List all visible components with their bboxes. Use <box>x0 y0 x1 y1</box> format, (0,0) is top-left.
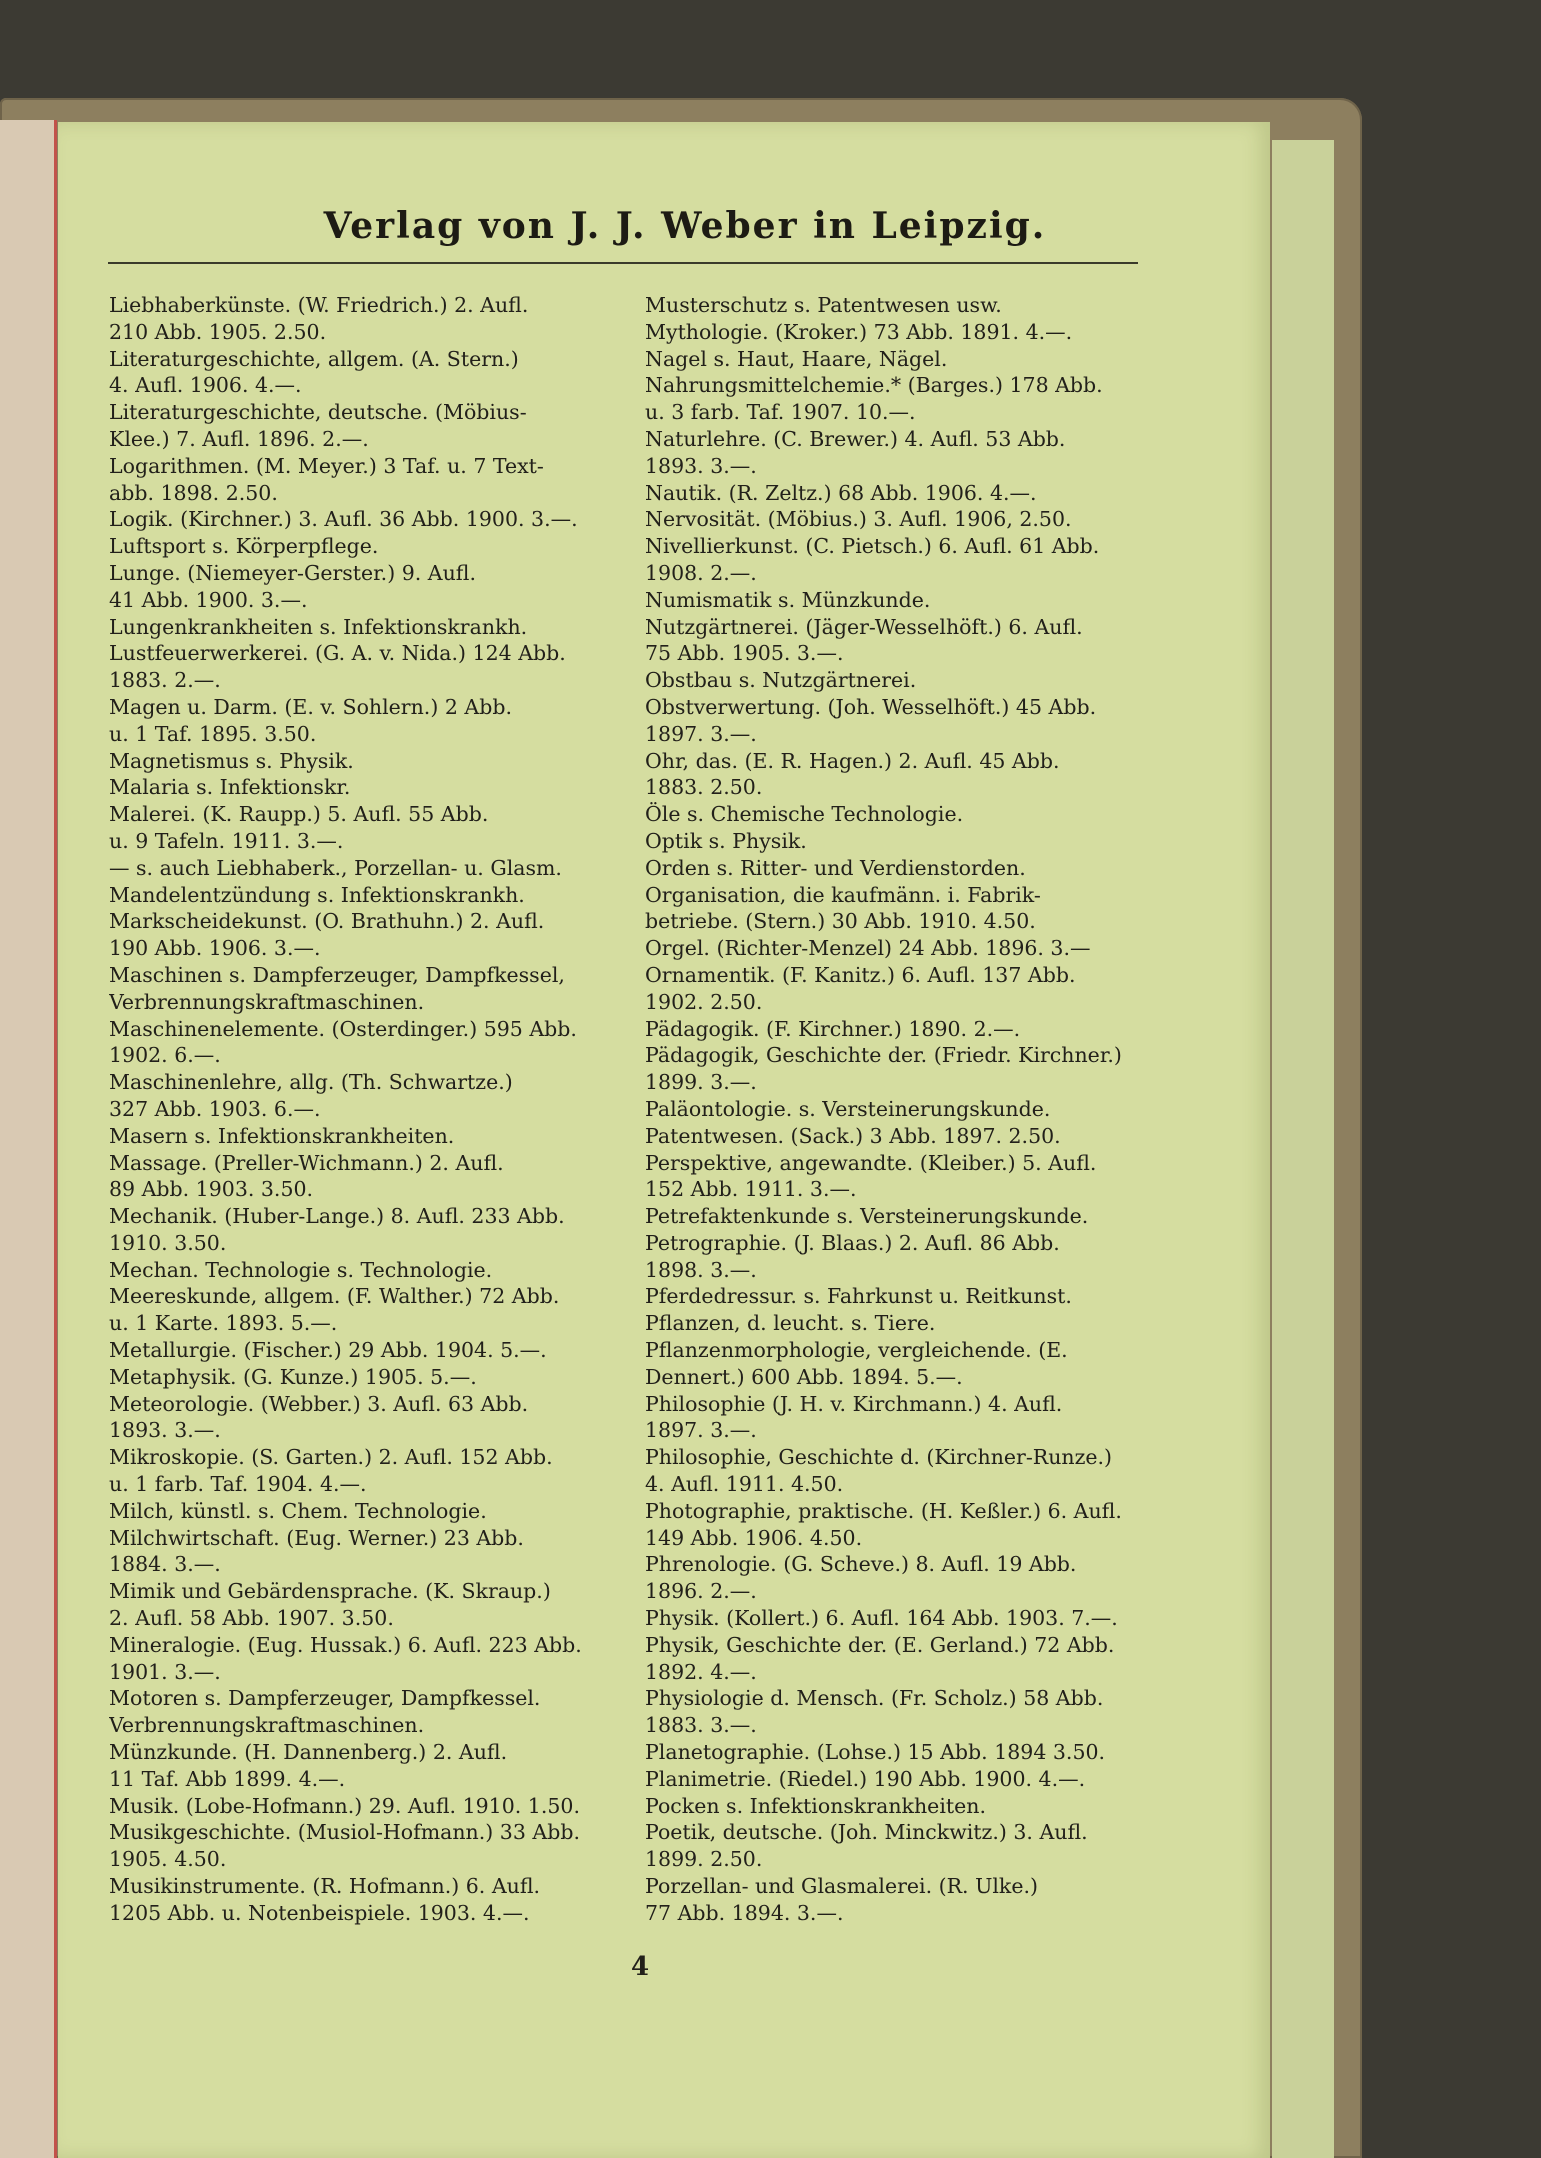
catalog-line: 4. Aufl. 1906. 4.—. <box>109 373 302 398</box>
catalog-line: Planimetrie. (Riedel.) 190 Abb. 1900. 4.—. <box>645 1766 1086 1791</box>
catalog-line: Lungenkrankheiten s. Infektionskrankh. <box>109 614 528 639</box>
catalog-line: Milchwirtschaft. (Eug. Werner.) 23 Abb. <box>109 1525 524 1550</box>
catalog-line: Phrenologie. (G. Scheve.) 8. Aufl. 19 Abb. <box>645 1552 1077 1577</box>
catalog-line: Pocken s. Infektionskrankheiten. <box>645 1793 986 1818</box>
catalog-line: Lustfeuerwerkerei. (G. A. v. Nida.) 124 Abb. <box>109 641 566 666</box>
catalog-line: u. 3 farb. Taf. 1907. 10.—. <box>645 400 916 425</box>
catalog-line: Nagel s. Haut, Haare, Nägel. <box>645 346 948 371</box>
catalog-line: 1883. 3.—. <box>645 1713 757 1738</box>
catalog-line: Nautik. (R. Zeltz.) 68 Abb. 1906. 4.—. <box>645 480 1037 505</box>
catalog-line: Musikgeschichte. (Musiol-Hofmann.) 33 Abb. <box>109 1820 580 1845</box>
catalog-line: 1908. 2.—. <box>645 560 757 585</box>
catalog-line: Mechanik. (Huber-Lange.) 8. Aufl. 233 Abb. <box>109 1204 565 1229</box>
catalog-line: Patentwesen. (Sack.) 3 Abb. 1897. 2.50. <box>645 1123 1061 1148</box>
catalog-line: 75 Abb. 1905. 3.—. <box>645 641 844 666</box>
right-column <box>645 292 1150 1927</box>
catalog-line: Maschinenlehre, allg. (Th. Schwartze.) <box>109 1070 513 1095</box>
catalog-line: 89 Abb. 1903. 3.50. <box>109 1177 314 1202</box>
left-column <box>109 292 614 1927</box>
page-stack-edge <box>1272 140 1334 2158</box>
catalog-line: Malaria s. Infektionskr. <box>109 775 351 800</box>
catalog-line: Obstbau s. Nutzgärtnerei. <box>645 668 917 693</box>
catalog-line: 210 Abb. 1905. 2.50. <box>109 319 327 344</box>
catalog-line: Petrographie. (J. Blaas.) 2. Aufl. 86 Abb. <box>645 1230 1060 1255</box>
catalog-line: Nutzgärtnerei. (Jäger-Wesselhöft.) 6. Aufl. <box>645 614 1083 639</box>
catalog-line: Masern s. Infektionskrankheiten. <box>109 1123 455 1148</box>
catalog-line: Milch, künstl. s. Chem. Technologie. <box>109 1498 487 1523</box>
catalog-line: 190 Abb. 1906. 3.—. <box>109 936 321 961</box>
catalog-line: Planetographie. (Lohse.) 15 Abb. 1894 3.50. <box>645 1740 1106 1765</box>
catalog-line: 41 Abb. 1900. 3.—. <box>109 587 308 612</box>
catalog-line: Nervosität. (Möbius.) 3. Aufl. 1906, 2.50. <box>645 507 1072 532</box>
page-number: 4 <box>630 1952 650 1982</box>
catalog-line: Dennert.) 600 Abb. 1894. 5.—. <box>645 1364 963 1389</box>
catalog-line: Literaturgeschichte, deutsche. (Möbius- <box>109 400 527 425</box>
catalog-line: u. 1 Karte. 1893. 5.—. <box>109 1311 338 1336</box>
catalog-line: u. 1 farb. Taf. 1904. 4.—. <box>109 1472 367 1497</box>
catalog-line: Mikroskopie. (S. Garten.) 2. Aufl. 152 Abb. <box>109 1445 553 1470</box>
catalog-line: Lunge. (Niemeyer-Gerster.) 9. Aufl. <box>109 560 476 585</box>
catalog-line: Klee.) 7. Aufl. 1896. 2.—. <box>109 426 369 451</box>
catalog-line: Verbrennungskraftmaschinen. <box>109 1713 425 1738</box>
catalog-line: 1897. 3.—. <box>645 721 757 746</box>
catalog-line: Orden s. Ritter- und Verdienstorden. <box>645 855 1026 880</box>
catalog-line: Poetik, deutsche. (Joh. Minckwitz.) 3. Aufl. <box>645 1820 1088 1845</box>
catalog-line: Meereskunde, allgem. (F. Walther.) 72 Abb. <box>109 1284 560 1309</box>
catalog-line: Magen u. Darm. (E. v. Sohlern.) 2 Abb. <box>109 694 512 719</box>
catalog-line: Petrefaktenkunde s. Versteinerungskunde. <box>645 1204 1089 1229</box>
catalog-line: abb. 1898. 2.50. <box>109 480 278 505</box>
catalog-line: Münzkunde. (H. Dannenberg.) 2. Aufl. <box>109 1740 508 1765</box>
catalog-line: 1892. 4.—. <box>645 1659 757 1684</box>
catalog-line: Metallurgie. (Fischer.) 29 Abb. 1904. 5.—. <box>109 1338 547 1363</box>
catalog-line: 1898. 3.—. <box>645 1257 757 1282</box>
catalog-line: 1205 Abb. u. Notenbeispiele. 1903. 4.—. <box>109 1900 530 1925</box>
catalog-line: Logarithmen. (M. Meyer.) 3 Taf. u. 7 Text- <box>109 453 544 478</box>
catalog-line: betriebe. (Stern.) 30 Abb. 1910. 4.50. <box>645 909 1036 934</box>
header-rule <box>108 262 1138 264</box>
catalog-line: Mandelentzündung s. Infektionskrankh. <box>109 882 525 907</box>
catalog-line: Mythologie. (Kroker.) 73 Abb. 1891. 4.—. <box>645 319 1073 344</box>
catalog-line: Photographie, praktische. (H. Keßler.) 6. Aufl. <box>645 1498 1122 1523</box>
catalog-line: Markscheidekunst. (O. Brathuhn.) 2. Aufl. <box>109 909 545 934</box>
catalog-line: 1893. 3.—. <box>109 1418 221 1443</box>
catalog-line: 1883. 2.50. <box>645 775 763 800</box>
catalog-line: Nivellierkunst. (C. Pietsch.) 6. Aufl. 61 Abb. <box>645 534 1100 559</box>
catalog-line: Maschinen s. Dampferzeuger, Dampfkessel, <box>109 962 565 987</box>
catalog-line: 1910. 3.50. <box>109 1230 227 1255</box>
catalog-line: Ohr, das. (E. R. Hagen.) 2. Aufl. 45 Abb. <box>645 748 1060 773</box>
catalog-line: — s. auch Liebhaberk., Porzellan- u. Glasm. <box>109 855 562 880</box>
catalog-line: Literaturgeschichte, allgem. (A. Stern.) <box>109 346 519 371</box>
catalog-line: 1897. 3.—. <box>645 1418 757 1443</box>
catalog-line: 1899. 3.—. <box>645 1070 757 1095</box>
catalog-line: Physik. (Kollert.) 6. Aufl. 164 Abb. 1903. 7.—. <box>645 1606 1118 1631</box>
catalog-line: Mimik und Gebärdensprache. (K. Skraup.) <box>109 1579 551 1604</box>
catalog-line: 1902. 6.—. <box>109 1043 221 1068</box>
catalog-line: 1896. 2.—. <box>645 1579 757 1604</box>
catalog-line: 149 Abb. 1906. 4.50. <box>645 1525 863 1550</box>
catalog-line: Physiologie d. Mensch. (Fr. Scholz.) 58 Abb. <box>645 1686 1104 1711</box>
catalog-line: Pädagogik, Geschichte der. (Friedr. Kirchner.) <box>645 1043 1122 1068</box>
catalog-line: Pflanzen, d. leucht. s. Tiere. <box>645 1311 936 1336</box>
catalog-line: Malerei. (K. Raupp.) 5. Aufl. 55 Abb. <box>109 802 489 827</box>
catalog-line: Orgel. (Richter-Menzel) 24 Abb. 1896. 3.— <box>645 936 1091 961</box>
catalog-line: 1901. 3.—. <box>109 1659 221 1684</box>
catalog-line: Metaphysik. (G. Kunze.) 1905. 5.—. <box>109 1364 477 1389</box>
catalog-line: Perspektive, angewandte. (Kleiber.) 5. Aufl. <box>645 1150 1097 1175</box>
left-page-edge <box>0 120 57 2158</box>
catalog-line: Musterschutz s. Patentwesen usw. <box>645 293 1002 317</box>
catalog-line: Porzellan- und Glasmalerei. (R. Ulke.) <box>645 1874 1038 1899</box>
catalog-line: 1884. 3.—. <box>109 1552 221 1577</box>
catalog-line: Nahrungsmittelchemie.* (Barges.) 178 Abb. <box>645 373 1103 398</box>
catalog-line: Liebhaberkünste. (W. Friedrich.) 2. Aufl. <box>109 293 529 317</box>
catalog-line: Pferdedressur. s. Fahrkunst u. Reitkunst. <box>645 1284 1072 1309</box>
catalog-line: Mechan. Technologie s. Technologie. <box>109 1257 493 1282</box>
catalog-line: Philosophie, Geschichte d. (Kirchner-Runze.) <box>645 1445 1113 1470</box>
catalog-line: Ornamentik. (F. Kanitz.) 6. Aufl. 137 Abb. <box>645 962 1076 987</box>
catalog-line: 77 Abb. 1894. 3.—. <box>645 1900 844 1925</box>
catalog-line: Mineralogie. (Eug. Hussak.) 6. Aufl. 223 Abb. <box>109 1632 582 1657</box>
page-header: Verlag von J. J. Weber in Leipzig. <box>323 205 1047 247</box>
catalog-line: u. 9 Tafeln. 1911. 3.—. <box>109 828 344 853</box>
catalog-line: 1883. 2.—. <box>109 668 221 693</box>
catalog-line: Organisation, die kaufmänn. i. Fabrik- <box>645 882 1041 907</box>
catalog-line: 1902. 2.50. <box>645 989 763 1014</box>
catalog-line: Magnetismus s. Physik. <box>109 748 354 773</box>
catalog-line: Motoren s. Dampferzeuger, Dampfkessel. <box>109 1686 541 1711</box>
catalog-line: 1899. 2.50. <box>645 1847 763 1872</box>
catalog-line: Massage. (Preller-Wichmann.) 2. Aufl. <box>109 1150 504 1175</box>
catalog-line: 327 Abb. 1903. 6.—. <box>109 1096 321 1121</box>
catalog-line: Physik, Geschichte der. (E. Gerland.) 72 Abb. <box>645 1632 1115 1657</box>
catalog-line: Öle s. Chemische Technologie. <box>645 802 964 827</box>
catalog-line: Verbrennungskraftmaschinen. <box>109 989 425 1014</box>
catalog-line: 11 Taf. Abb 1899. 4.—. <box>109 1766 346 1791</box>
catalog-line: Meteorologie. (Webber.) 3. Aufl. 63 Abb. <box>109 1391 529 1416</box>
catalog-line: 4. Aufl. 1911. 4.50. <box>645 1472 844 1497</box>
catalog-line: Musikinstrumente. (R. Hofmann.) 6. Aufl. <box>109 1874 541 1899</box>
catalog-line: 2. Aufl. 58 Abb. 1907. 3.50. <box>109 1606 394 1631</box>
catalog-line: 1905. 4.50. <box>109 1847 227 1872</box>
catalog-line: Pflanzenmorphologie, vergleichende. (E. <box>645 1338 1068 1363</box>
catalog-line: Philosophie (J. H. v. Kirchmann.) 4. Aufl. <box>645 1391 1063 1416</box>
catalog-line: Logik. (Kirchner.) 3. Aufl. 36 Abb. 1900. 3.—. <box>109 507 578 532</box>
catalog-line: Obstverwertung. (Joh. Wesselhöft.) 45 Abb. <box>645 694 1097 719</box>
catalog-line: Optik s. Physik. <box>645 828 807 853</box>
catalog-line: u. 1 Taf. 1895. 3.50. <box>109 721 317 746</box>
catalog-line: Maschinenelemente. (Osterdinger.) 595 Abb. <box>109 1016 577 1041</box>
catalog-line: Pädagogik. (F. Kirchner.) 1890. 2.—. <box>645 1016 1021 1041</box>
catalog-line: Naturlehre. (C. Brewer.) 4. Aufl. 53 Abb. <box>645 426 1066 451</box>
catalog-line: 152 Abb. 1911. 3.—. <box>645 1177 857 1202</box>
catalog-line: Musik. (Lobe-Hofmann.) 29. Aufl. 1910. 1.50. <box>109 1793 580 1818</box>
catalog-line: Paläontologie. s. Versteinerungskunde. <box>645 1096 1051 1121</box>
catalog-line: Numismatik s. Münzkunde. <box>645 587 931 612</box>
catalog-line: 1893. 3.—. <box>645 453 757 478</box>
catalog-line: Luftsport s. Körperpflege. <box>109 534 379 559</box>
